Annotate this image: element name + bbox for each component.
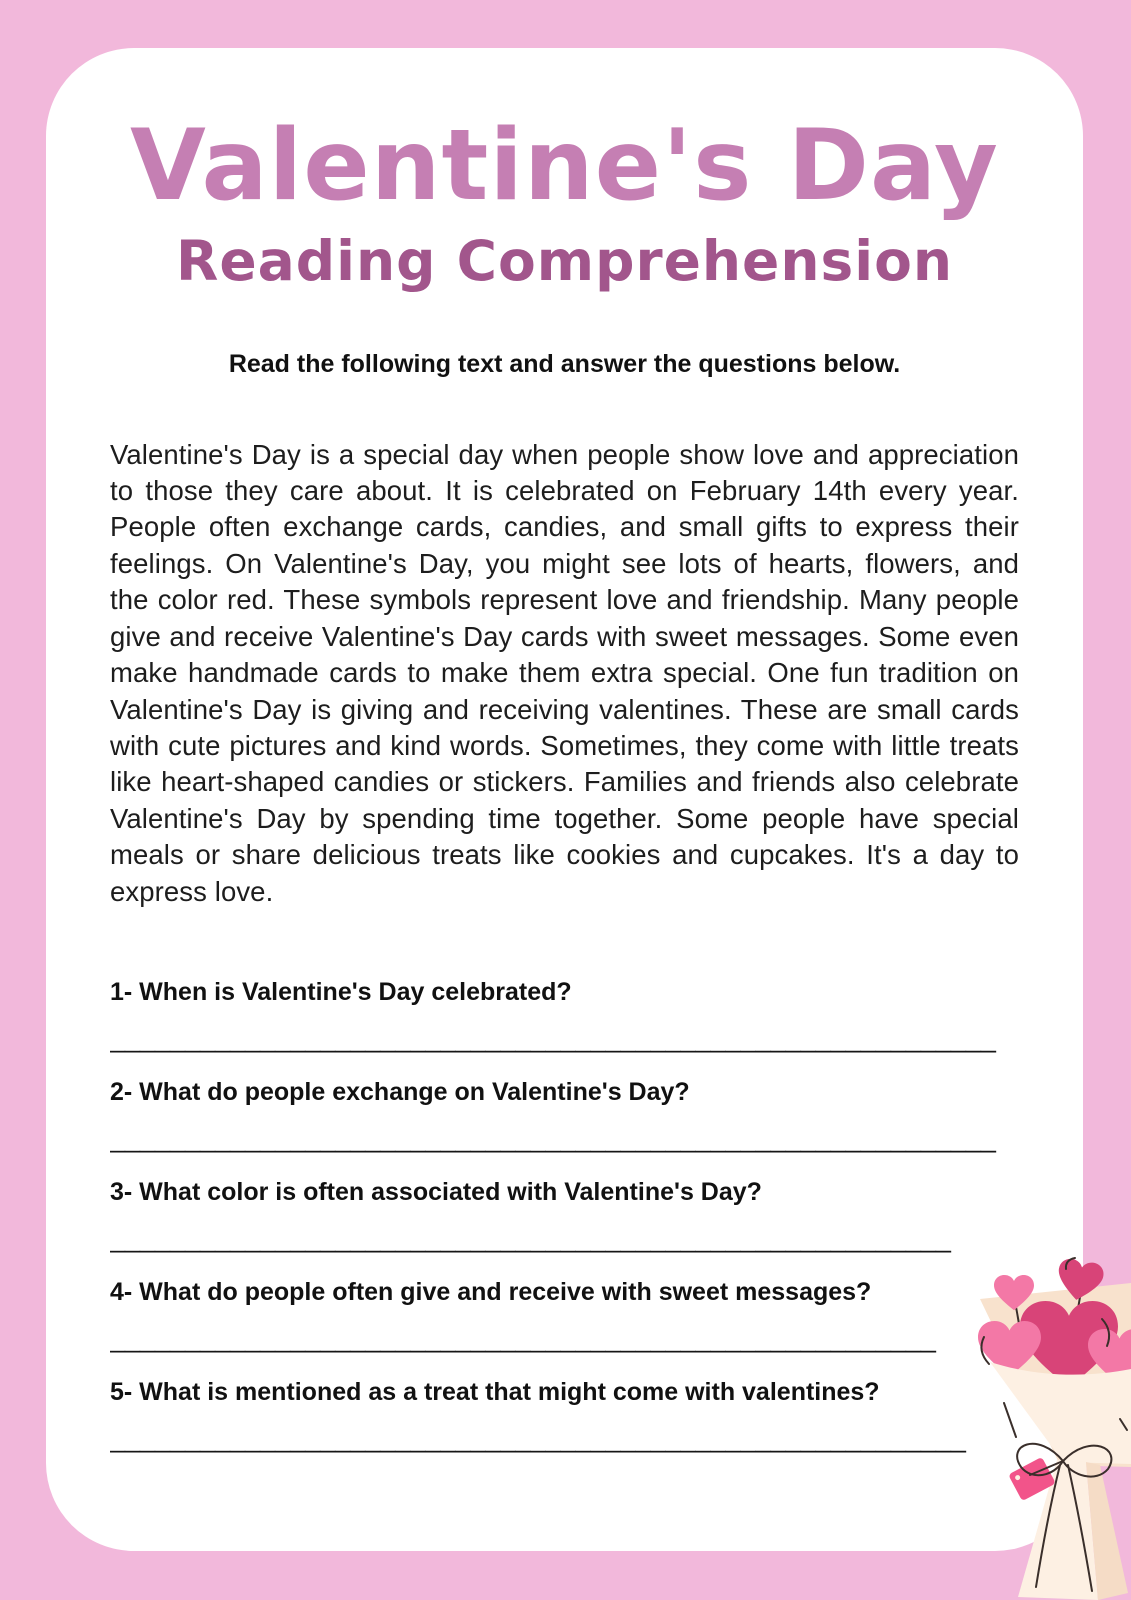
- question-label: 1- When is Valentine's Day celebrated?: [110, 977, 572, 1006]
- answer-line: _________________________________________________________: [110, 1422, 966, 1453]
- answer-line: _______________________________________________________: [110, 1322, 936, 1353]
- question-label: 2- What do people exchange on Valentine's Day?: [110, 1077, 690, 1106]
- answer-line: ___________________________________________________________: [110, 1122, 996, 1153]
- question-block-5: [110, 1374, 1019, 1454]
- question-block-3: [110, 1174, 1019, 1254]
- question-block-4: [110, 1274, 1019, 1354]
- bouquet-wrap-front: [990, 1362, 1131, 1464]
- page-title: Valentine's Day: [130, 109, 999, 223]
- question-block-2: [110, 1074, 1019, 1154]
- worksheet-card: [46, 48, 1083, 1551]
- question-label: 4- What do people often give and receive with sweet messages?: [110, 1277, 872, 1306]
- question-block-1: [110, 974, 1019, 1054]
- page-subtitle: Reading Comprehension: [175, 228, 954, 293]
- reading-passage: Valentine's Day is a special day when people show love and appreciation to those they care about. It is celebrated on February 14th every year. People often exchange cards, candies, and small gifts to express their feelings. On Valentine's Day, you might see lots of hearts, flowers, and the color red. These symbols represent love and friendship. Many people give and receive Valentine's Day cards with sweet messages. Some even make handmade cards to make them extra special. One fun tradition on Valentine's Day is giving and receiving valentines. These are small cards with cute pictures and kind words. Sometimes, they come with little treats like heart-shaped candies or stickers. Families and friends also celebrate Valentine's Day by spending time together. Some people have special meals or share delicious treats like cookies and cupcakes. It's a day to express love.: [110, 438, 1019, 907]
- heart-bouquet-illustration: [950, 1235, 1131, 1600]
- instruction-text: Read the following text and answer the questions below.: [228, 349, 901, 378]
- question-label: 3- What color is often associated with Valentine's Day?: [110, 1177, 762, 1206]
- question-label: 5- What is mentioned as a treat that might come with valentines?: [110, 1377, 880, 1406]
- questions-section: [110, 974, 1019, 1454]
- answer-line: ___________________________________________________________: [110, 1022, 996, 1053]
- answer-line: ________________________________________________________: [110, 1222, 951, 1253]
